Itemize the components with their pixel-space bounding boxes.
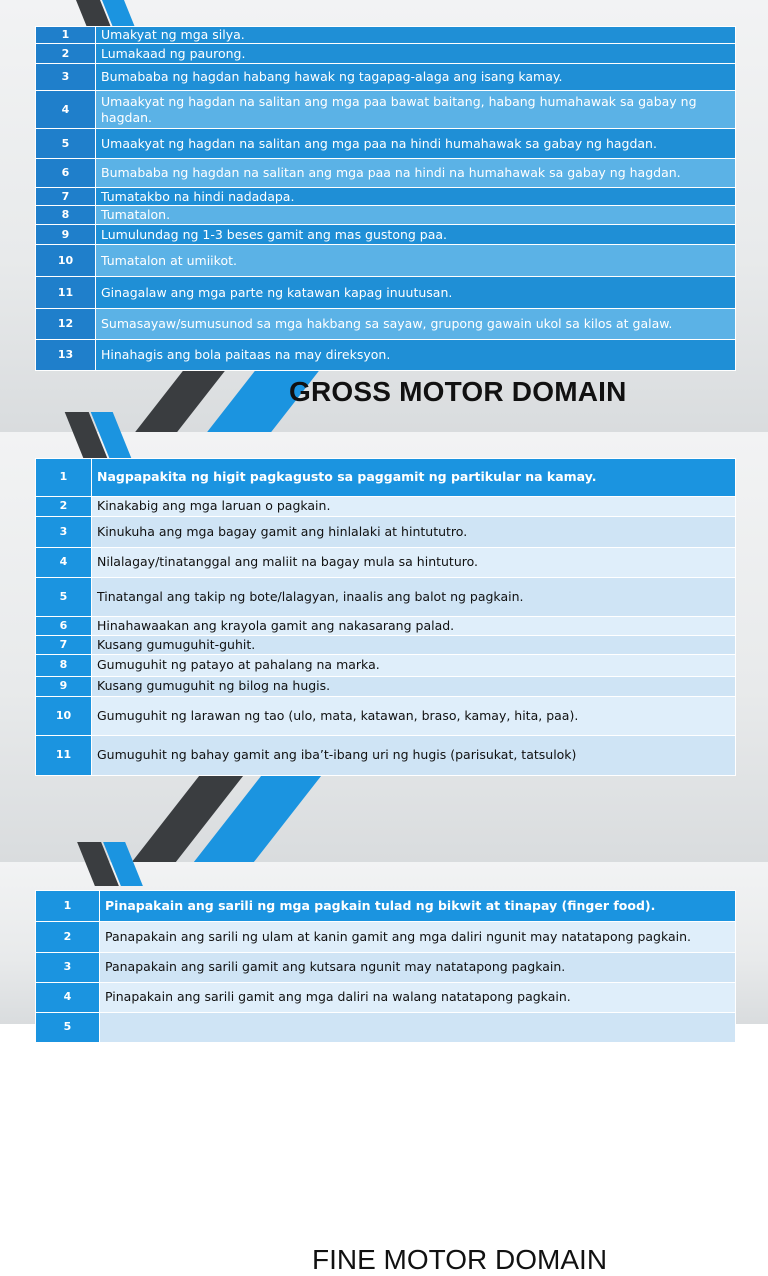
item-text: Nilalagay/tinatanggal ang maliit na bagay mula sa hintuturo. bbox=[92, 548, 736, 578]
item-number: 12 bbox=[36, 309, 96, 340]
item-number: 6 bbox=[36, 617, 92, 636]
table-row bbox=[36, 159, 736, 188]
table-row bbox=[36, 245, 736, 277]
item-number: 3 bbox=[36, 953, 100, 983]
item-number: 2 bbox=[36, 497, 92, 517]
fine-motor-table bbox=[35, 458, 736, 776]
item-text: Pinapakain ang sarili gamit ang mga daliri na walang natatapong pagkain. bbox=[100, 983, 736, 1013]
item-text: Pinapakain ang sarili ng mga pagkain tulad ng bikwit at tinapay (finger food). bbox=[100, 891, 736, 922]
table-row bbox=[36, 697, 736, 736]
table-row bbox=[36, 64, 736, 91]
item-number: 7 bbox=[36, 188, 96, 206]
item-number: 9 bbox=[36, 225, 96, 245]
item-text: Gumuguhit ng patayo at pahalang na marka. bbox=[92, 655, 736, 677]
gross-motor-slide bbox=[0, 0, 768, 432]
table-row bbox=[36, 129, 736, 159]
table-row bbox=[36, 225, 736, 245]
item-number: 4 bbox=[36, 91, 96, 129]
item-text bbox=[100, 1013, 736, 1043]
item-number: 10 bbox=[36, 697, 92, 736]
table-row bbox=[36, 655, 736, 677]
item-number: 5 bbox=[36, 578, 92, 617]
item-number: 10 bbox=[36, 245, 96, 277]
item-text: Ginagalaw ang mga parte ng katawan kapag inuutusan. bbox=[96, 277, 736, 309]
item-number: 7 bbox=[36, 636, 92, 655]
item-number: 8 bbox=[36, 655, 92, 677]
item-text: Bumababa ng hagdan habang hawak ng tagapag-alaga ang isang kamay. bbox=[96, 64, 736, 91]
item-text: Lumulundag ng 1-3 beses gamit ang mas gustong paa. bbox=[96, 225, 736, 245]
item-text: Sumasayaw/sumusunod sa mga hakbang sa sayaw, grupong gawain ukol sa kilos at galaw. bbox=[96, 309, 736, 340]
table-row bbox=[36, 91, 736, 129]
item-number: 2 bbox=[36, 922, 100, 953]
item-text: Nagpapakita ng higit pagkagusto sa paggamit ng partikular na kamay. bbox=[92, 459, 736, 497]
item-number: 8 bbox=[36, 206, 96, 225]
table-row bbox=[36, 891, 736, 922]
self-care-slide bbox=[0, 862, 768, 1034]
table-row bbox=[36, 922, 736, 953]
table-row bbox=[36, 340, 736, 371]
table-row bbox=[36, 517, 736, 548]
item-text: Panapakain ang sarili gamit ang kutsara ngunit may natatapong pagkain. bbox=[100, 953, 736, 983]
table-row bbox=[36, 677, 736, 697]
item-number: 3 bbox=[36, 517, 92, 548]
item-text: Gumuguhit ng larawan ng tao (ulo, mata, katawan, braso, kamay, hita, paa). bbox=[92, 697, 736, 736]
table-row bbox=[36, 578, 736, 617]
item-number: 1 bbox=[36, 891, 100, 922]
table-row bbox=[36, 44, 736, 64]
item-number: 2 bbox=[36, 44, 96, 64]
item-number: 4 bbox=[36, 983, 100, 1013]
table-row bbox=[36, 983, 736, 1013]
table-row bbox=[36, 497, 736, 517]
item-number: 5 bbox=[36, 129, 96, 159]
item-text: Tumatalon at umiikot. bbox=[96, 245, 736, 277]
item-text: Bumababa ng hagdan na salitan ang mga paa na hindi na humahawak sa gabay ng hagdan. bbox=[96, 159, 736, 188]
table-row bbox=[36, 548, 736, 578]
item-text: Gumuguhit ng bahay gamit ang iba’t-ibang uri ng hugis (parisukat, tatsulok) bbox=[92, 736, 736, 776]
item-text: Lumakaad ng paurong. bbox=[96, 44, 736, 64]
item-text: Kusang gumuguhit-guhit. bbox=[92, 636, 736, 655]
item-text: Hinahagis ang bola paitaas na may direksyon. bbox=[96, 340, 736, 371]
item-text: Umaakyat ng hagdan na salitan ang mga paa bawat baitang, habang humahawak sa gabay ng hagdan. bbox=[96, 91, 736, 129]
item-number: 9 bbox=[36, 677, 92, 697]
table-row bbox=[36, 277, 736, 309]
table-row bbox=[36, 736, 736, 776]
item-number: 5 bbox=[36, 1013, 100, 1043]
table-row bbox=[36, 636, 736, 655]
item-text: Kinakabig ang mga laruan o pagkain. bbox=[92, 497, 736, 517]
item-text: Umakyat ng mga silya. bbox=[96, 27, 736, 44]
item-text: Hinahawaakan ang krayola gamit ang nakasarang palad. bbox=[92, 617, 736, 636]
table-row bbox=[36, 309, 736, 340]
item-text: Kusang gumuguhit ng bilog na hugis. bbox=[92, 677, 736, 697]
self-care-table bbox=[35, 890, 736, 1043]
item-number: 4 bbox=[36, 548, 92, 578]
item-number: 13 bbox=[36, 340, 96, 371]
table-row bbox=[36, 206, 736, 225]
item-text: Panapakain ang sarili ng ulam at kanin gamit ang mga daliri ngunit may natatapong pagkain. bbox=[100, 922, 736, 953]
gross-motor-title: GROSS MOTOR DOMAIN bbox=[289, 376, 627, 407]
item-text: Umaakyat ng hagdan na salitan ang mga paa na hindi humahawak sa gabay ng hagdan. bbox=[96, 129, 736, 159]
table-row bbox=[36, 459, 736, 497]
table-row bbox=[36, 953, 736, 983]
item-text: Tumatalon. bbox=[96, 206, 736, 225]
item-text: Tinatangal ang takip ng bote/lalagyan, inaalis ang balot ng pagkain. bbox=[92, 578, 736, 617]
table-row bbox=[36, 617, 736, 636]
table-row bbox=[36, 1013, 736, 1043]
gross-motor-table bbox=[35, 26, 736, 371]
item-number: 1 bbox=[36, 459, 92, 497]
table-row bbox=[36, 27, 736, 44]
table-row bbox=[36, 188, 736, 206]
item-number: 6 bbox=[36, 159, 96, 188]
item-number: 3 bbox=[36, 64, 96, 91]
item-text: Kinukuha ang mga bagay gamit ang hinlalaki at hintututro. bbox=[92, 517, 736, 548]
item-text: Tumatakbo na hindi nadadapa. bbox=[96, 188, 736, 206]
fine-motor-title: FINE MOTOR DOMAIN bbox=[312, 1244, 608, 1275]
item-number: 1 bbox=[36, 27, 96, 44]
item-number: 11 bbox=[36, 277, 96, 309]
item-number: 11 bbox=[36, 736, 92, 776]
